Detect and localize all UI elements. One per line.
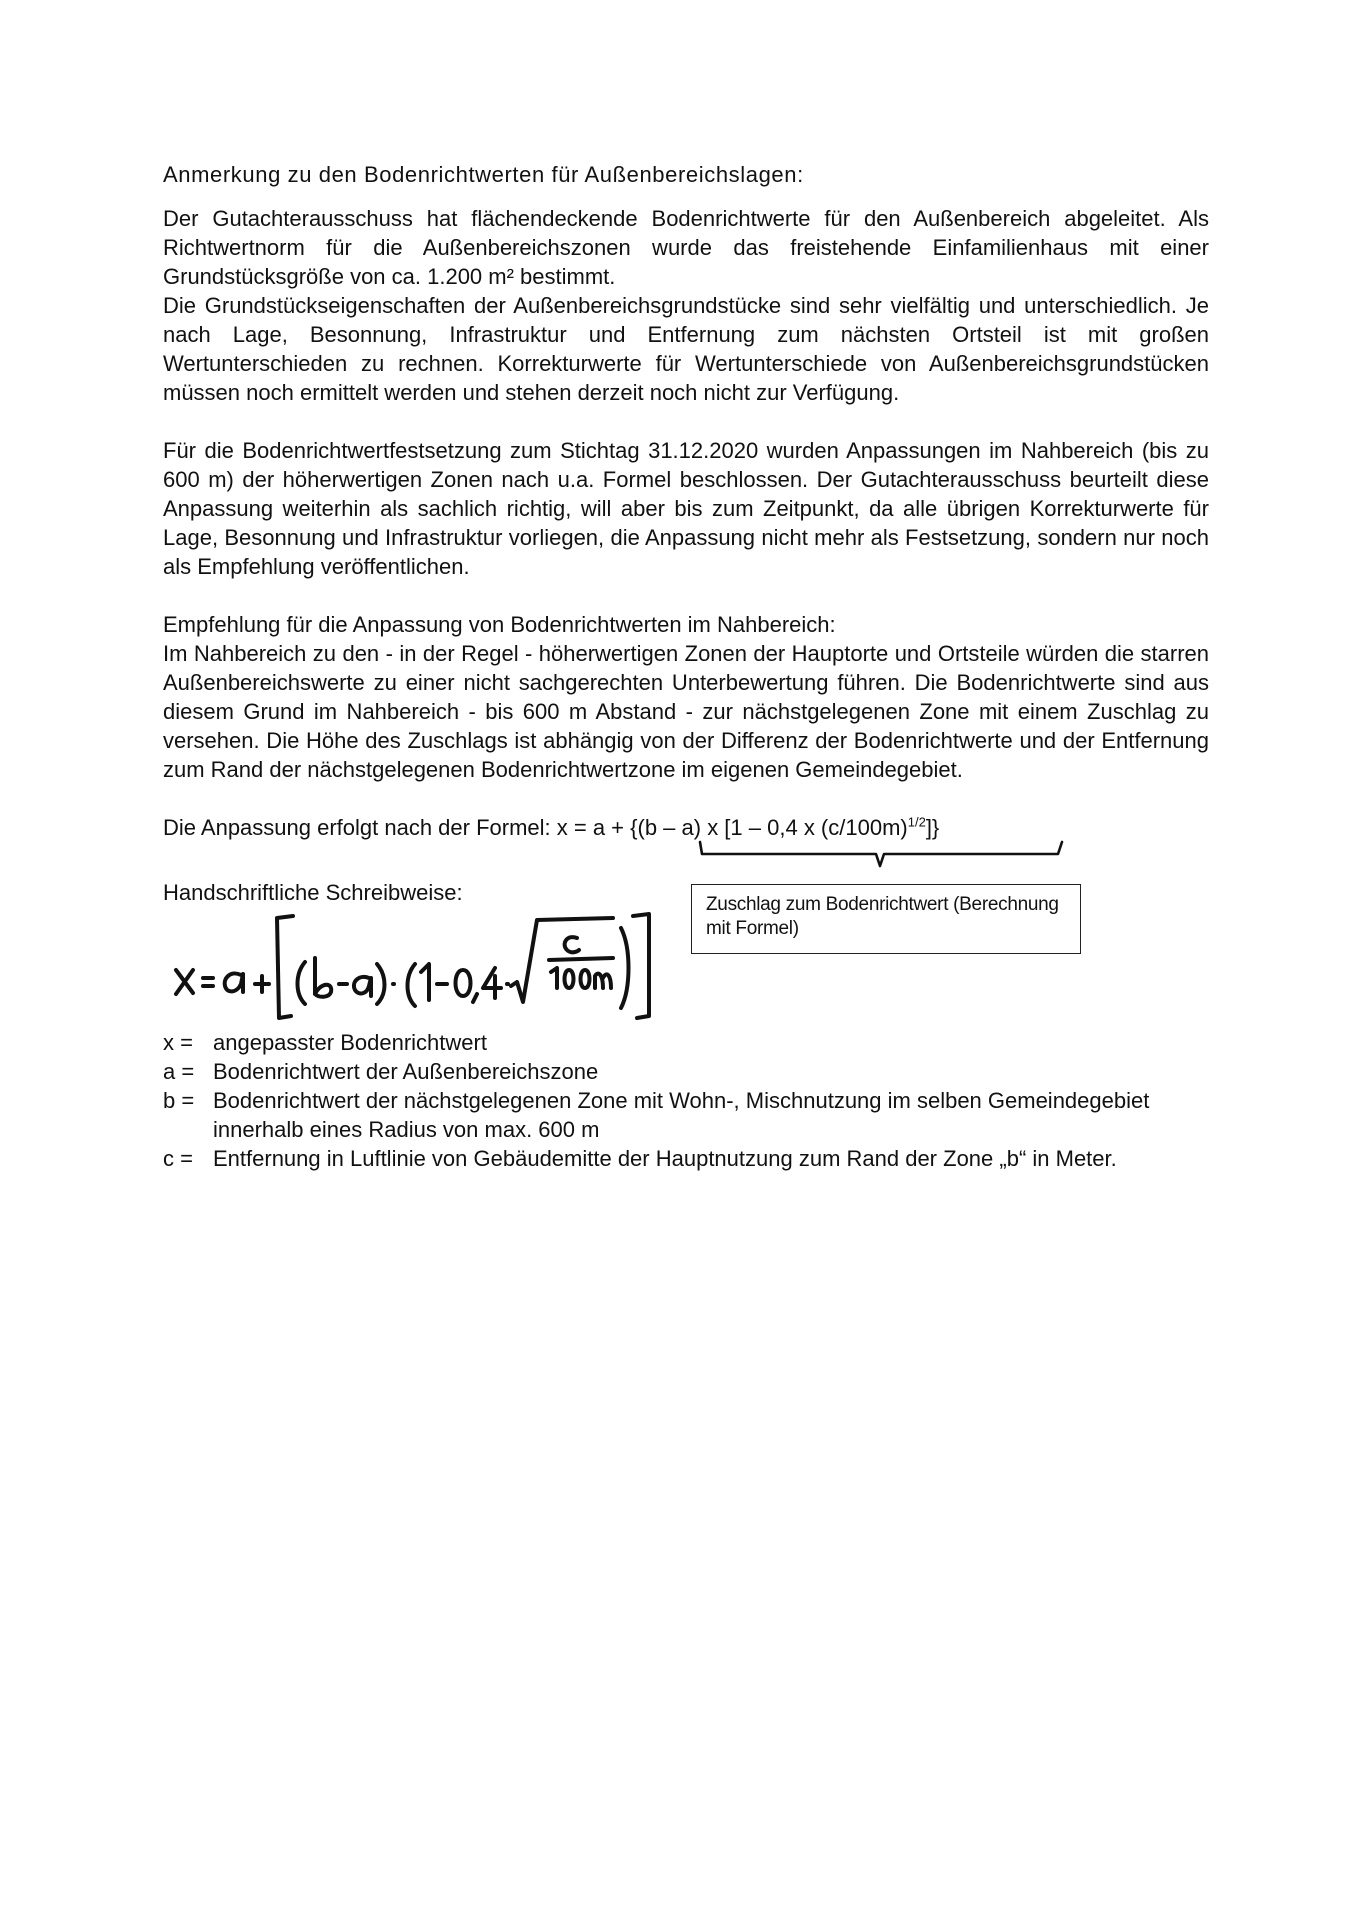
underbrace-icon [696, 840, 1066, 874]
formula-suffix: ]} [925, 815, 940, 840]
definition-c [163, 1144, 1209, 1173]
definition-key: c = [163, 1146, 193, 1171]
paragraph-empfehlung: Im Nahbereich zu den - in der Regel - höherwertigen Zonen der Hauptorte und Ortsteile würden die starren Außenbereichswerte zu einer nicht sachgerechten Unterbewertung führen. Die Bodenrichtwerte sind aus diesem Grund im Nahbereich - bis 600 m Abstand - zur nächstgelegenen Zone mit einem Zuschlag zu versehen. Die Höhe des Zuschlags ist abhängig von der Differenz der Bodenrichtwerte und der Entfernung zum Rand der nächstgelegenen Bodenrichtwertzone im eigenen Gemeindegebiet. [163, 641, 1209, 782]
paragraph-grundstueckseigenschaften: Die Grundstückseigenschaften der Außenbereichsgrundstücke sind sehr vielfältig und unterschiedlich. Je nach Lage, Besonnung, Infrastruktur und Entfernung zum nächsten Ortsteil ist mit großen Wertunterschieden zu rechnen. Korrekturwerte für Wertunterschiede von Außenbereichsgrundstücken müssen noch ermittelt werden und stehen derzeit noch nicht zur Verfügung. [163, 293, 1209, 405]
definitions-list [163, 1028, 1209, 1173]
definition-key: x = [163, 1030, 193, 1055]
formula-exponent: 1/2 [907, 814, 926, 830]
paragraph-richtwertnorm: Der Gutachterausschuss hat flächendeckende Bodenrichtwerte für den Außenbereich abgeleitet. Als Richtwertnorm für die Außenbereichszonen wurde das freistehende Einfamilienhaus mit einer Grundstücksgröße von ca. 1.200 m² bestimmt. [163, 206, 1209, 289]
definition-value: Bodenrichtwert der nächstgelegenen Zone mit Wohn-, Mischnutzung im selben Gemeindegebiet innerhalb eines Radius von max. 600 m [213, 1088, 1150, 1142]
paragraph-empfehlung-title: Empfehlung für die Anpassung von Bodenrichtwerten im Nahbereich: [163, 612, 836, 637]
definition-b [163, 1086, 1209, 1144]
page-heading: Anmerkung zu den Bodenrichtwerten für Außenbereichslagen: [163, 162, 804, 187]
zuschlag-note-box: Zuschlag zum Bodenrichtwert (Berechnung mit Formel) [691, 884, 1081, 954]
definition-value: Bodenrichtwert der Außenbereichszone [213, 1059, 599, 1084]
definition-x [163, 1028, 1209, 1057]
formula-prefix: Die Anpassung erfolgt nach der Formel: x = a + [163, 815, 631, 840]
handwritten-section [163, 878, 1209, 1028]
handwritten-formula-image [173, 898, 673, 1028]
definition-value: angepasster Bodenrichtwert [213, 1030, 487, 1055]
handwritten-label: Handschriftliche Schreibweise: [163, 880, 463, 905]
definition-value: Entfernung in Luftlinie von Gebäudemitte der Hauptnutzung zum Rand der Zone „b“ in Meter. [213, 1146, 1117, 1171]
formula-line [163, 813, 1209, 842]
definition-key: b = [163, 1088, 195, 1113]
formula-main: {(b – a) x [1 – 0,4 x (c/100m) [630, 815, 908, 840]
definition-key: a = [163, 1059, 195, 1084]
paragraph-stichtag: Für die Bodenrichtwertfestsetzung zum Stichtag 31.12.2020 wurden Anpassungen im Nahbereich (bis zu 600 m) der höherwertigen Zonen nach u.a. Formel beschlossen. Der Gutachterausschuss beurteilt diese Anpassung weiterhin als sachlich richtig, will aber bis zum Zeitpunkt, da alle übrigen Korrekturwerte für Lage, Besonnung und Infrastruktur vorliegen, die Anpassung nicht mehr als Festsetzung, sondern nur noch als Empfehlung veröffentlichen. [163, 438, 1209, 579]
definition-a [163, 1057, 1209, 1086]
document-page [163, 160, 1209, 1173]
formula-brace [163, 842, 1209, 878]
